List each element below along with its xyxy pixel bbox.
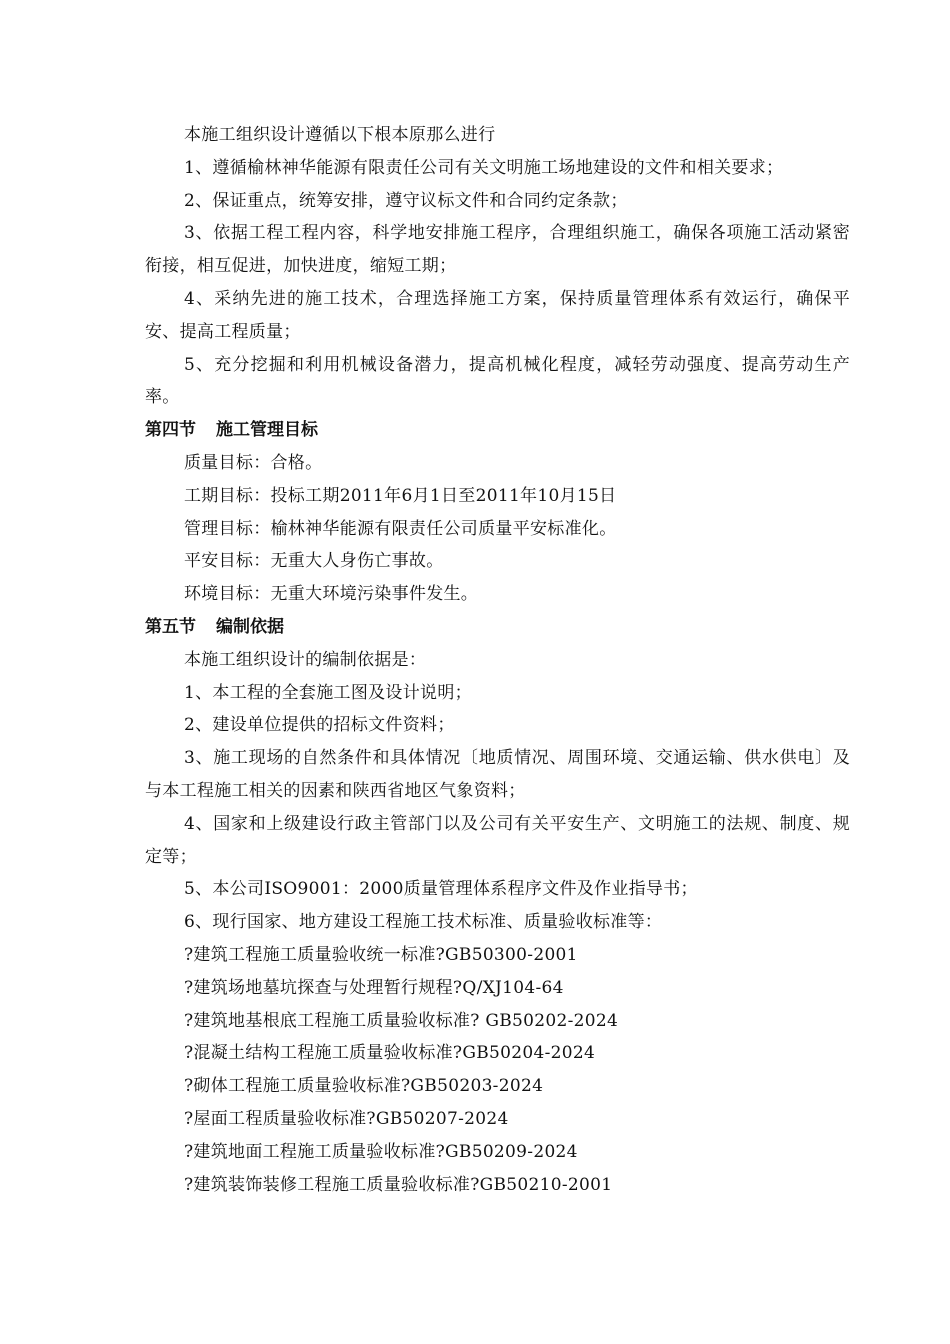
standard-item: ?混凝土结构工程施工质量验收标准?GB50204-2024 (184, 1043, 596, 1064)
basis-intro: 本施工组织设计的编制依据是： (184, 649, 427, 670)
principles-intro: 本施工组织设计遵循以下根本原那么进行 (184, 125, 496, 145)
document-body (145, 119, 850, 1201)
goal-item: 管理目标：榆林神华能源有限责任公司质量平安标准化。 (184, 518, 617, 539)
standard-item: ?建筑地基根底工程施工质量验收标准? GB50202-2024 (184, 1010, 619, 1031)
standard-item: ?建筑装饰装修工程施工质量验收标准?GB50210-2001 (184, 1174, 613, 1195)
standard-item: ?建筑场地墓坑探查与处理暂行规程?Q/XJ104-64 (184, 977, 564, 998)
goal-item: 工期目标：投标工期2011年6月1日至2011年10月15日 (184, 485, 617, 506)
section-title: 施工管理目标 (216, 420, 318, 441)
standard-item: ?砌体工程施工质量验收标准?GB50203-2024 (184, 1076, 544, 1097)
basis-item: 1、本工程的全套施工图及设计说明； (184, 682, 472, 703)
goal-item: 质量目标：合格。 (184, 452, 323, 473)
basis-item: 3、施工现场的自然条件和具体情况〔地质情况、周围环境、交通运输、供水供电〕及与本工程施工相关的因素和陕西省地区气象资料； (145, 748, 850, 801)
section-heading-4 (145, 414, 850, 447)
standard-item: ?建筑地面工程施工质量验收标准?GB50209-2024 (184, 1141, 578, 1162)
basis-item: 2、建设单位提供的招标文件资料； (184, 715, 455, 736)
section-title: 编制依据 (216, 616, 284, 637)
basis-item: 5、本公司ISO9001：2000质量管理体系程序文件及作业指导书； (184, 879, 698, 900)
section-number: 第五节 (145, 616, 196, 637)
principle-item: 1、遵循榆林神华能源有限责任公司有关文明施工场地建设的文件和相关要求； (184, 157, 784, 178)
goal-item: 平安目标：无重大人身伤亡事故。 (184, 551, 444, 572)
standard-item: ?屋面工程质量验收标准?GB50207-2024 (184, 1108, 509, 1129)
section-number: 第四节 (145, 420, 196, 441)
principle-item: 3、依据工程工程内容，科学地安排施工程序，合理组织施工，确保各项施工活动紧密衔接，相互促进，加快进度，缩短工期； (145, 223, 850, 277)
goal-item: 环境目标：无重大环境污染事件发生。 (184, 584, 479, 605)
principle-item: 5、充分挖掘和利用机械设备潜力，提高机械化程度，减轻劳动强度、提高劳动生产率。 (145, 354, 850, 408)
section-heading-5 (145, 611, 850, 644)
principle-item: 4、采纳先进的施工技术，合理选择施工方案，保持质量管理体系有效运行，确保平安、提高工程质量； (145, 288, 850, 342)
basis-item: 6、现行国家、地方建设工程施工技术标准、质量验收标准等： (184, 912, 663, 933)
standard-item: ?建筑工程施工质量验收统一标准?GB50300-2001 (184, 944, 578, 965)
principle-item: 2、保证重点，统筹安排，遵守议标文件和合同约定条款； (184, 190, 628, 211)
basis-item: 4、国家和上级建设行政主管部门以及公司有关平安生产、文明施工的法规、制度、规定等； (145, 813, 850, 867)
